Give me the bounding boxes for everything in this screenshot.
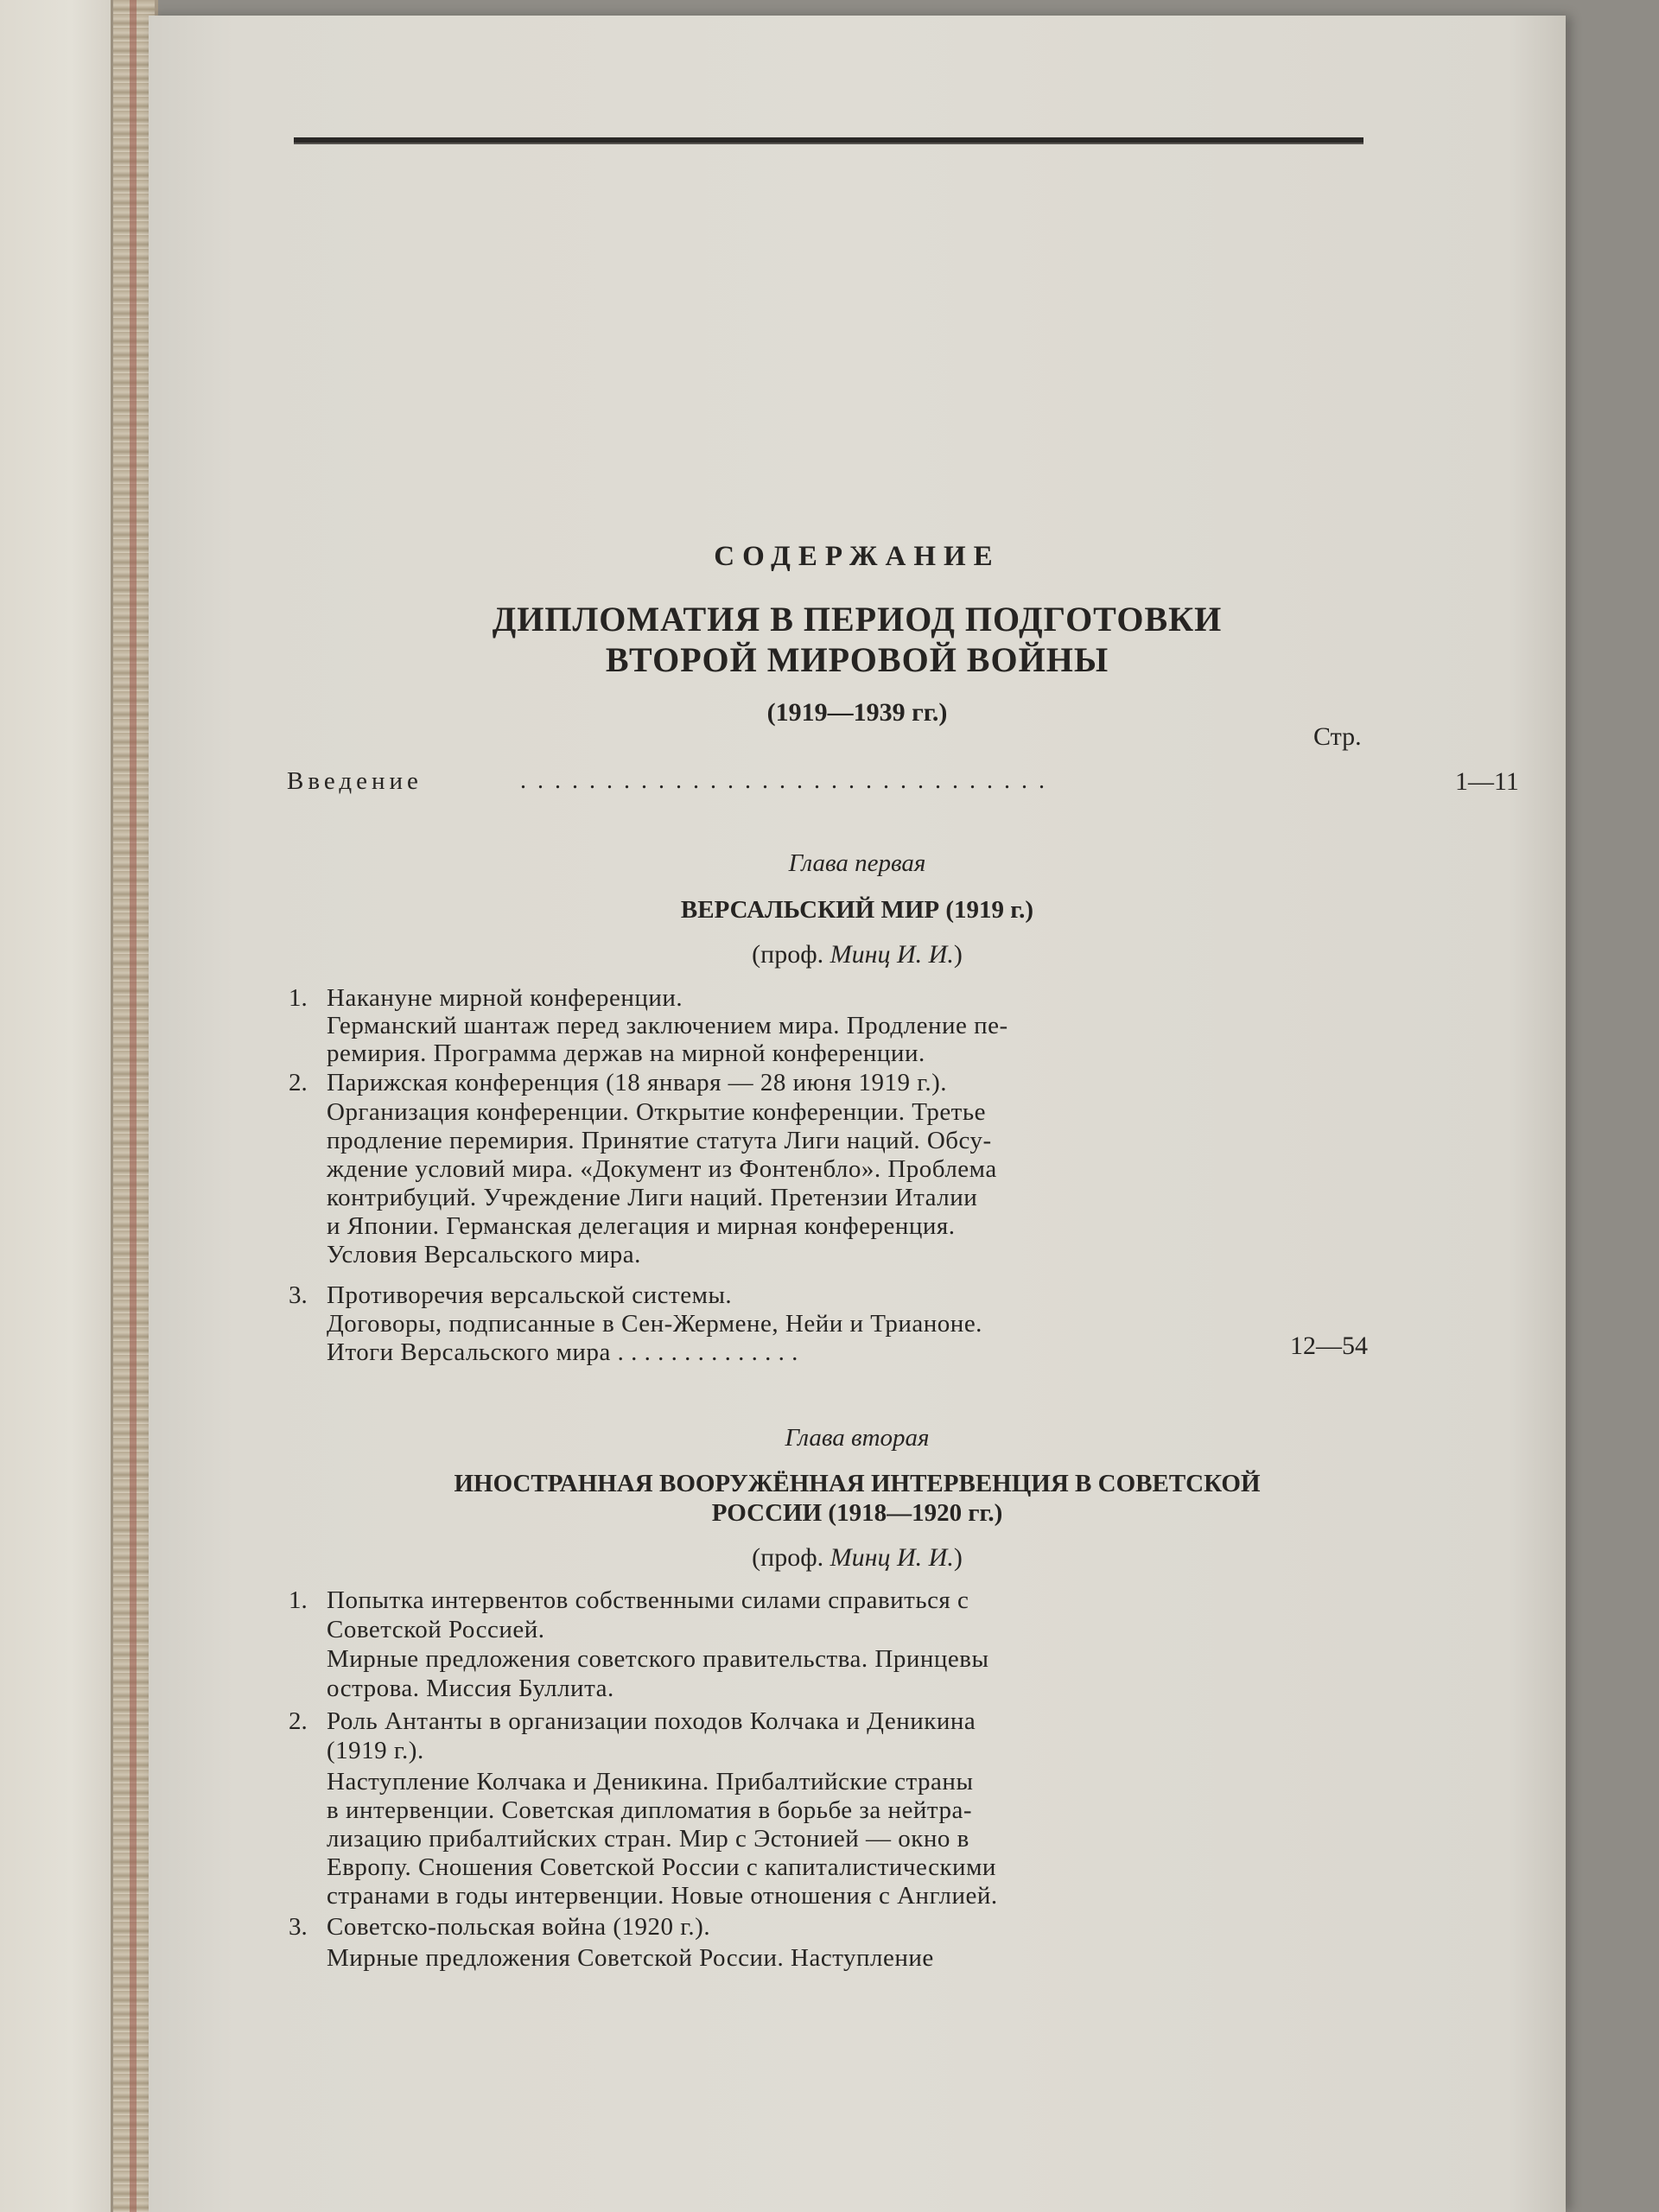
section-line: контрибуций. Учреждение Лиги наций. Претензии Италии <box>327 1184 978 1211</box>
section-number: 1. <box>289 984 308 1012</box>
intro-pages: 1—11 <box>1455 767 1519 796</box>
section-line: Советско-польская война (1920 г.). <box>327 1913 711 1941</box>
chapter1-author <box>149 940 1566 969</box>
section-line: Итоги Версальского мира . . . . . . . . . . . . . . <box>327 1338 798 1366</box>
section-line: Мирные предложения Советской России. Наступление <box>327 1944 934 1972</box>
toc-title-line1: ДИПЛОМАТИЯ В ПЕРИОД ПОДГОТОВКИ <box>492 600 1223 639</box>
section-line: Договоры, подписанные в Сен-Жермене, Нейи и Трианоне. <box>327 1310 982 1338</box>
section-line: Наступление Колчака и Деникина. Прибалтийские страны <box>327 1768 974 1796</box>
section-line: Европу. Сношения Советской России с капиталистическими <box>327 1853 996 1881</box>
section-line: Германский шантаж перед заключением мира. Продление пе- <box>327 1012 1008 1039</box>
chapter2-title-line1[interactable]: ИНОСТРАННАЯ ВООРУЖЁННАЯ ИНТЕРВЕНЦИЯ В СОВЕТСКОЙ <box>454 1470 1261 1497</box>
author-name: Минц И. И. <box>830 1543 954 1572</box>
author-prefix: (проф. <box>752 1543 824 1572</box>
toc-entry-intro[interactable] <box>287 767 1540 802</box>
section-line: (1919 г.). <box>327 1737 424 1764</box>
chapter2-label: Глава вторая <box>785 1424 930 1452</box>
top-rule <box>294 137 1363 144</box>
section-line: странами в годы интервенции. Новые отношения с Англией. <box>327 1882 998 1910</box>
toc-heading: СОДЕРЖАНИЕ <box>714 541 1001 572</box>
section-number: 1. <box>289 1586 308 1614</box>
section-number: 3. <box>289 1281 308 1309</box>
author-name: Минц И. И. <box>830 940 954 969</box>
section-number: 2. <box>289 1069 308 1096</box>
author-suffix: ) <box>953 940 963 969</box>
spine-cloth-edge <box>130 0 137 2212</box>
section-line: Условия Версальского мира. <box>327 1241 641 1268</box>
section-line: Роль Антанты в организации походов Колчака и Деникина <box>327 1707 976 1735</box>
toc-title-line2: ВТОРОЙ МИРОВОЙ ВОЙНЫ <box>605 640 1109 679</box>
section-line: Накануне мирной конференции. <box>327 984 683 1012</box>
chapter2-title-line2[interactable]: РОССИИ (1918—1920 гг.) <box>711 1499 1003 1527</box>
section-line: острова. Миссия Буллита. <box>327 1675 614 1702</box>
section-line: Организация конференции. Открытие конференции. Третье <box>327 1098 986 1126</box>
page-column-label: Стр. <box>1313 722 1362 751</box>
intro-label: Введение <box>287 767 423 795</box>
section-line: Попытка интервентов собственными силами справиться с <box>327 1586 969 1614</box>
section-line: и Японии. Германская делегация и мирная конференция. <box>327 1212 956 1240</box>
section-line: ждение условий мира. «Документ из Фонтенбло». Проблема <box>327 1155 997 1183</box>
section-line: ремирия. Программа держав на мирной конференции. <box>327 1039 925 1067</box>
intro-leader-dots: . . . . . . . . . . . . . . . . . . . . . . . . . . . . . . . <box>520 767 1047 794</box>
section-number: 3. <box>289 1913 308 1941</box>
author-prefix: (проф. <box>752 940 824 969</box>
book-page <box>149 16 1566 2212</box>
section-number: 2. <box>289 1707 308 1735</box>
chapter2-author <box>149 1543 1566 1573</box>
section-line: продление перемирия. Принятие статута Лиги наций. Обсу- <box>327 1127 992 1154</box>
section-line: Мирные предложения советского правительства. Принцевы <box>327 1645 989 1673</box>
section-line: лизацию прибалтийских стран. Мир с Эстонией — окно в <box>327 1825 969 1853</box>
toc-years: (1919—1939 гг.) <box>766 698 948 727</box>
chapter1-pages: 12—54 <box>1290 1332 1368 1360</box>
section-line: Советской Россией. <box>327 1616 545 1643</box>
author-suffix: ) <box>953 1543 963 1572</box>
section-line: Противоречия версальской системы. <box>327 1281 733 1309</box>
section-line: в интервенции. Советская дипломатия в борьбе за нейтра- <box>327 1796 972 1824</box>
section-line: Парижская конференция (18 января — 28 июня 1919 г.). <box>327 1069 948 1096</box>
chapter1-label: Глава первая <box>788 849 926 877</box>
chapter1-title[interactable]: ВЕРСАЛЬСКИЙ МИР (1919 г.) <box>680 896 1034 924</box>
